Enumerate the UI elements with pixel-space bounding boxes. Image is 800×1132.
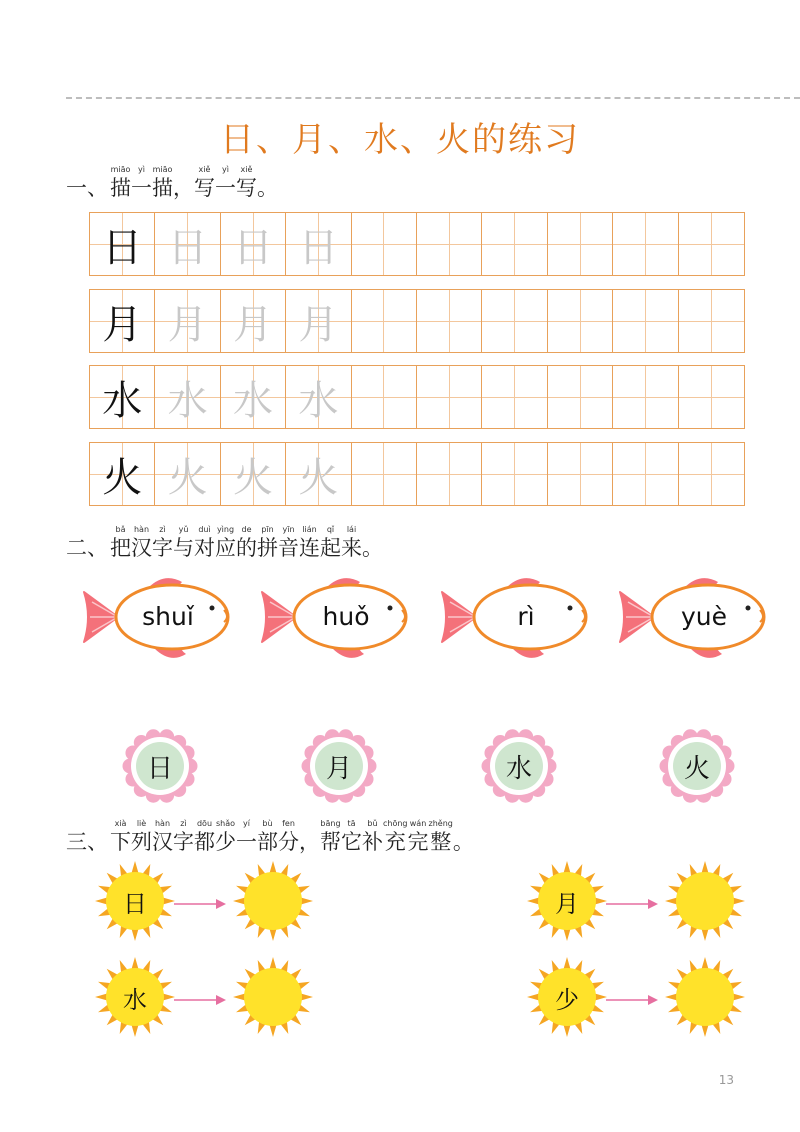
ruby-word: [341, 818, 362, 855]
pinyin-text: shǎo: [215, 819, 236, 828]
pinyin-text: tā: [347, 819, 356, 828]
blank-writing-cell[interactable]: [548, 366, 613, 428]
hanzi-text: 拼: [257, 536, 278, 560]
hanzi-text: 连: [299, 536, 320, 560]
ruby-word: [383, 818, 408, 855]
sun-icon: [664, 956, 746, 1038]
pinyin-text: hàn: [154, 819, 171, 828]
trace-character[interactable]: 日: [155, 213, 220, 275]
pinyin-text: zì: [159, 525, 166, 534]
blank-writing-cell[interactable]: [417, 443, 482, 505]
ruby-word: [362, 524, 383, 561]
ruby-word: [110, 818, 131, 855]
hanzi-text: 字: [152, 536, 173, 560]
page-number: 13: [718, 1073, 734, 1087]
ruby-word: [173, 164, 194, 201]
flower-character: 月: [325, 753, 352, 784]
sun-icon: [232, 956, 314, 1038]
ruby-word: [131, 818, 152, 855]
section1-heading: [66, 164, 278, 201]
trace-character[interactable]: 水: [221, 366, 286, 428]
hanzi-text: 汉: [131, 536, 152, 560]
blank-writing-cell[interactable]: [613, 290, 678, 352]
pinyin-text: yìng: [216, 525, 235, 534]
writing-row: [89, 212, 745, 276]
pinyin-label: huǒ: [322, 602, 370, 631]
pinyin-text: lái: [346, 525, 357, 534]
trace-character[interactable]: 火: [286, 443, 351, 505]
sun-with-character[interactable]: [526, 956, 608, 1038]
section3-number: 三、: [66, 830, 108, 854]
pinyin-label: shuǐ: [142, 602, 194, 631]
ruby-word: [429, 818, 453, 855]
pinyin-text: xiě: [240, 165, 253, 174]
hanzi-text: 起: [320, 536, 341, 560]
answer-sun[interactable]: [232, 956, 314, 1038]
writing-row: [89, 289, 745, 353]
hanzi-text: 一: [131, 176, 152, 200]
ruby-word: [110, 164, 131, 201]
ruby-word: [320, 818, 341, 855]
blank-writing-cell[interactable]: [482, 213, 547, 275]
pinyin-text: bù: [262, 819, 273, 828]
right-arrow-icon: [172, 895, 226, 907]
ruby-word: [215, 164, 236, 201]
blank-writing-cell[interactable]: [679, 213, 744, 275]
hanzi-text: 列: [131, 830, 152, 854]
pinyin-text: chōng: [383, 819, 408, 828]
top-divider: [66, 97, 800, 99]
pinyin-text: duì: [198, 525, 211, 534]
section2-heading: [66, 524, 383, 561]
ruby-word: [362, 818, 383, 855]
hanzi-text: 。: [257, 176, 278, 200]
hanzi-text: 一: [215, 176, 236, 200]
pinyin-text: dōu: [196, 819, 213, 828]
hanzi-text: 整: [430, 830, 452, 854]
trace-character[interactable]: 水: [286, 366, 351, 428]
answer-sun[interactable]: [664, 956, 746, 1038]
writing-row: [89, 365, 745, 429]
hanzi-text: 描: [152, 176, 173, 200]
blank-writing-cell[interactable]: [679, 290, 744, 352]
hanzi-text: 与: [173, 536, 194, 560]
model-character: 火: [90, 443, 155, 505]
blank-writing-cell[interactable]: [352, 213, 417, 275]
pinyin-text: yīn: [282, 525, 295, 534]
trace-character[interactable]: 月: [155, 290, 220, 352]
hanzi-text: 完: [407, 830, 429, 854]
right-arrow-icon: [604, 895, 658, 907]
flower-card[interactable]: [659, 728, 735, 804]
incomplete-character: 日: [123, 889, 147, 918]
blank-writing-cell[interactable]: [352, 366, 417, 428]
blank-writing-cell[interactable]: [352, 290, 417, 352]
hanzi-text: 一: [236, 830, 257, 854]
trace-character[interactable]: 火: [221, 443, 286, 505]
writing-row: [89, 442, 745, 506]
sun-with-character[interactable]: [94, 860, 176, 942]
fish-card[interactable]: [614, 574, 774, 660]
pinyin-text: yì: [222, 165, 229, 174]
blank-writing-cell[interactable]: [679, 366, 744, 428]
blank-writing-cell[interactable]: [548, 443, 613, 505]
ruby-word: [278, 524, 299, 561]
pinyin-text: fen: [282, 819, 295, 828]
hanzi-text: ，: [299, 830, 320, 854]
hanzi-text: 下: [110, 830, 131, 854]
hanzi-text: 充: [384, 830, 406, 854]
pinyin-text: zì: [180, 819, 187, 828]
hanzi-text: 对: [194, 536, 215, 560]
pinyin-text: wán: [409, 819, 427, 828]
model-character: 月: [90, 290, 155, 352]
pinyin-text: miāo: [110, 165, 131, 174]
hanzi-text: 。: [452, 830, 474, 854]
flower-card[interactable]: [122, 728, 198, 804]
ruby-word: [110, 524, 131, 561]
blank-writing-cell[interactable]: [482, 290, 547, 352]
sun-icon: [232, 860, 314, 942]
hanzi-text: 写: [236, 176, 257, 200]
right-arrow-icon: [172, 991, 226, 1003]
hanzi-text: 汉: [152, 830, 173, 854]
pinyin-label: rì: [517, 602, 535, 631]
hanzi-text: 字: [173, 830, 194, 854]
model-character: 水: [90, 366, 155, 428]
ruby-word: [236, 524, 257, 561]
ruby-word: [194, 164, 215, 201]
pinyin-label: yuè: [680, 602, 728, 631]
model-character: 日: [90, 213, 155, 275]
pinyin-text: zhěng: [428, 819, 453, 828]
ruby-word: [299, 818, 320, 855]
blank-writing-cell[interactable]: [613, 213, 678, 275]
ruby-word: [320, 524, 341, 561]
hanzi-text: 帮: [320, 830, 341, 854]
ruby-word: [194, 524, 215, 561]
flower-card[interactable]: [301, 728, 377, 804]
hanzi-text: 应: [215, 536, 236, 560]
ruby-word: [152, 818, 173, 855]
pinyin-text: pīn: [261, 525, 274, 534]
blank-writing-cell[interactable]: [482, 443, 547, 505]
pinyin-text: bǔ: [367, 819, 378, 828]
ruby-word: [215, 818, 236, 855]
incomplete-character: 少: [555, 985, 579, 1014]
ruby-word: [257, 818, 278, 855]
answer-sun[interactable]: [232, 860, 314, 942]
ruby-word: [408, 818, 429, 855]
sun-with-character[interactable]: [526, 860, 608, 942]
sun-icon: [664, 860, 746, 942]
hanzi-text: 。: [362, 536, 383, 560]
ruby-word: [257, 524, 278, 561]
right-arrow-icon: [604, 991, 658, 1003]
blank-writing-cell[interactable]: [613, 443, 678, 505]
blank-writing-cell[interactable]: [417, 290, 482, 352]
pinyin-text: bǎ: [115, 525, 126, 534]
trace-character[interactable]: 日: [286, 213, 351, 275]
ruby-word: [299, 524, 320, 561]
blank-writing-cell[interactable]: [613, 366, 678, 428]
hanzi-text: 少: [215, 830, 236, 854]
fish-card[interactable]: [256, 574, 416, 660]
hanzi-text: 把: [110, 536, 131, 560]
hanzi-text: 分: [278, 830, 299, 854]
ruby-word: [194, 818, 215, 855]
ruby-word: [236, 818, 257, 855]
answer-sun[interactable]: [664, 860, 746, 942]
page-title: 日、月、水、火的练习: [220, 120, 580, 160]
flower-card[interactable]: [481, 728, 557, 804]
blank-writing-cell[interactable]: [548, 213, 613, 275]
pinyin-text: yí: [243, 819, 250, 828]
hanzi-text: 音: [278, 536, 299, 560]
ruby-word: [131, 524, 152, 561]
flower-character: 水: [505, 753, 532, 784]
ruby-word: [152, 524, 173, 561]
pinyin-text: lián: [302, 525, 317, 534]
ruby-word: [257, 164, 278, 201]
pinyin-text: xià: [114, 819, 127, 828]
fish-card[interactable]: [436, 574, 596, 660]
flower-character: 日: [146, 753, 173, 784]
hanzi-text: 都: [194, 830, 215, 854]
hanzi-text: 描: [110, 176, 131, 200]
hanzi-text: ，: [173, 176, 194, 200]
ruby-word: [152, 164, 173, 201]
ruby-word: [131, 164, 152, 201]
trace-character[interactable]: 月: [221, 290, 286, 352]
trace-character[interactable]: 火: [155, 443, 220, 505]
hanzi-text: 的: [236, 536, 257, 560]
ruby-word: [453, 818, 474, 855]
ruby-word: [278, 818, 299, 855]
incomplete-character: 水: [123, 985, 147, 1014]
sun-with-character[interactable]: [94, 956, 176, 1038]
trace-character[interactable]: 日: [221, 213, 286, 275]
pinyin-text: yì: [138, 165, 145, 174]
ruby-word: [173, 818, 194, 855]
blank-writing-cell[interactable]: [417, 213, 482, 275]
blank-writing-cell[interactable]: [548, 290, 613, 352]
hanzi-text: 部: [257, 830, 278, 854]
hanzi-text: 补: [362, 830, 383, 854]
pinyin-text: de: [241, 525, 252, 534]
ruby-word: [236, 164, 257, 201]
section3-heading: [66, 818, 474, 855]
blank-writing-cell[interactable]: [679, 443, 744, 505]
blank-writing-cell[interactable]: [482, 366, 547, 428]
pinyin-text: liè: [136, 819, 147, 828]
flower-character: 火: [683, 753, 710, 784]
pinyin-text: bāng: [320, 819, 341, 828]
pinyin-text: yǔ: [178, 525, 189, 534]
section1-number: 一、: [66, 176, 108, 200]
fish-card[interactable]: [78, 574, 238, 660]
incomplete-character: 月: [555, 889, 579, 918]
section2-number: 二、: [66, 536, 108, 560]
ruby-word: [341, 524, 362, 561]
ruby-word: [173, 524, 194, 561]
trace-character[interactable]: 水: [155, 366, 220, 428]
blank-writing-cell[interactable]: [352, 443, 417, 505]
ruby-word: [215, 524, 236, 561]
blank-writing-cell[interactable]: [417, 366, 482, 428]
hanzi-text: 写: [194, 176, 215, 200]
hanzi-text: 它: [341, 830, 362, 854]
pinyin-text: miāo: [152, 165, 173, 174]
trace-character[interactable]: 月: [286, 290, 351, 352]
pinyin-text: xiě: [198, 165, 211, 174]
pinyin-text: qǐ: [326, 525, 335, 534]
hanzi-text: 来: [341, 536, 362, 560]
pinyin-text: hàn: [133, 525, 150, 534]
